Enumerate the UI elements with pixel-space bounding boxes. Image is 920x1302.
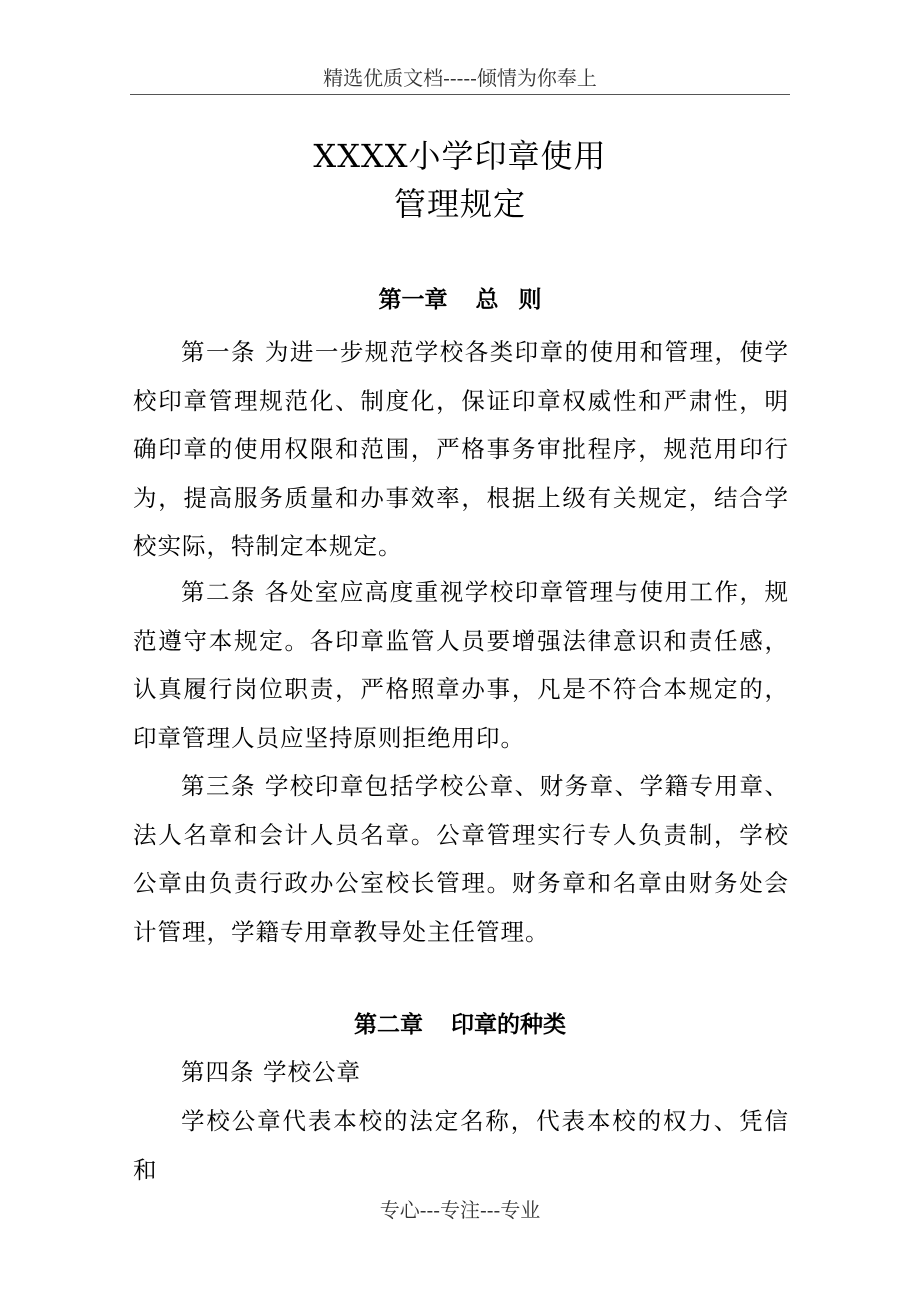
- page-footer: 专心---专注---专业: [379, 1198, 541, 1222]
- chapter-1-name-part2: 则: [518, 286, 542, 313]
- article-3: 第三条 学校印章包括学校公章、财务章、学籍专用章、法人名章和会计人员名章。公章管理实行专人负责制，学校公章由负责行政办公室校长管理。财务章和名章由财务处会计管理，学籍专用章教导处主任管理。: [133, 772, 789, 946]
- header-divider: [130, 94, 790, 95]
- chapter-1-heading: [130, 285, 790, 315]
- document-title-line2: 管理规定: [393, 185, 526, 223]
- article-4-body: 学校公章代表本校的法定名称，代表本校的权力、凭信和: [133, 1107, 789, 1184]
- chapter-2-heading: [130, 1010, 790, 1040]
- chapter-2-name: 印章的种类: [451, 1011, 566, 1038]
- chapter-1-number: 第一章: [378, 286, 448, 313]
- page-header: 精选优质文档-----倾情为你奉上: [323, 66, 597, 90]
- chapter-2-number: 第二章: [354, 1011, 423, 1038]
- chapter-1-name-part1: 总: [475, 286, 499, 313]
- document-title-line1: XXXX小学印章使用: [313, 137, 607, 175]
- article-1: 第一条 为进一步规范学校各类印章的使用和管理，使学校印章管理规范化、制度化，保证印章权威性和严肃性，明确印章的使用权限和范围，严格事务审批程序，规范用印行为，提高服务质量和办事效率，根据上级有关规定，结合学校实际，特制定本规定。: [133, 338, 789, 560]
- article-2: 第二条 各处室应高度重视学校印章管理与使用工作，规范遵守本规定。各印章监管人员要增强法律意识和责任感，认真履行岗位职责，严格照章办事，凡是不符合本规定的，印章管理人员应坚持原则拒绝用印。: [133, 578, 789, 752]
- article-4-heading: 第四条 学校公章: [181, 1058, 361, 1086]
